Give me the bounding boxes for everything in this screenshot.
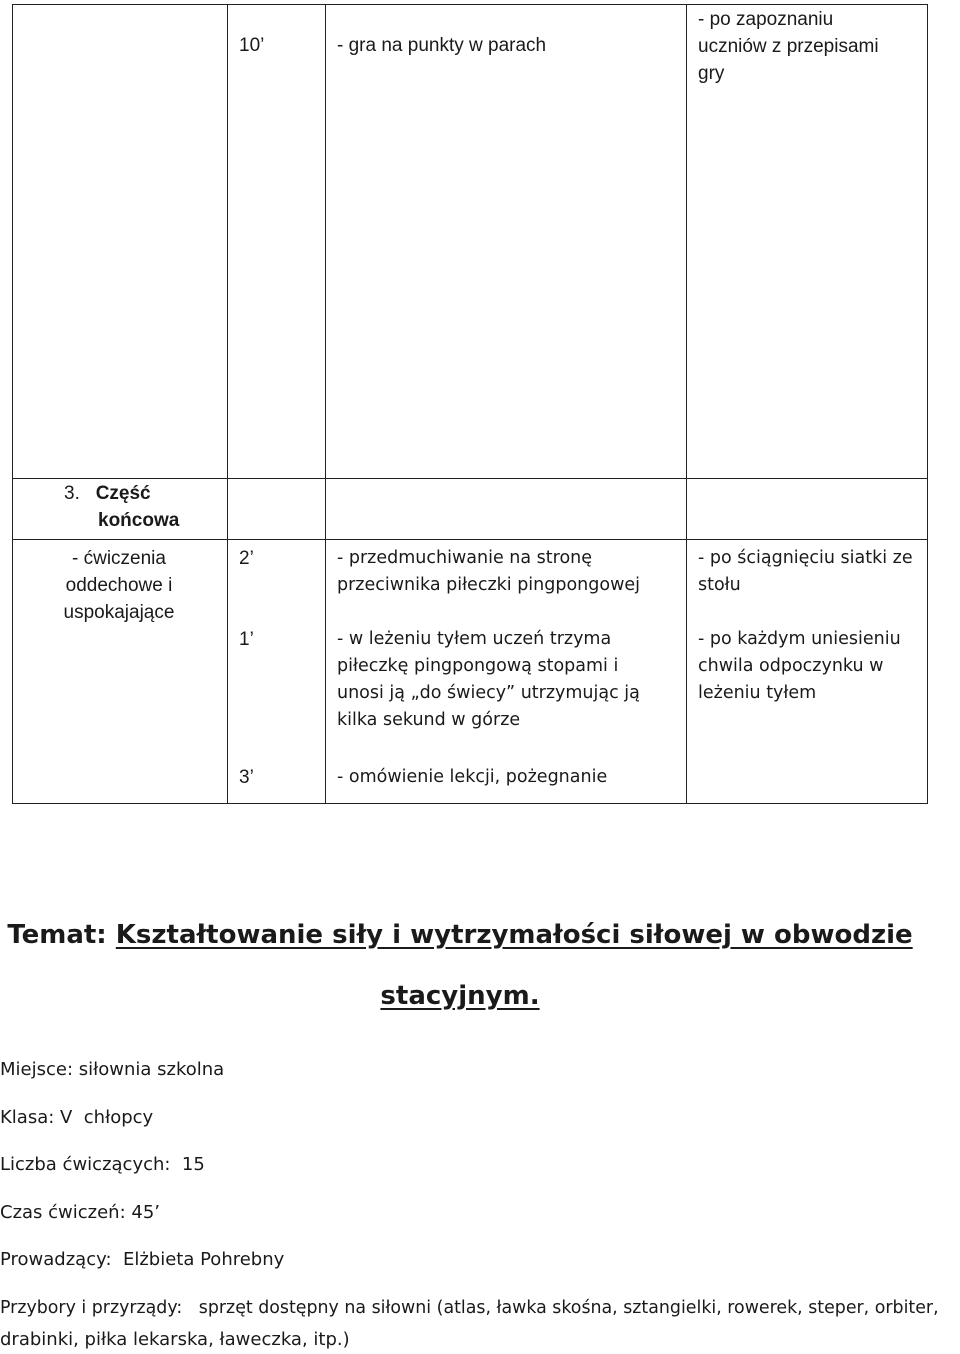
- equipment-text-cont: drabinki, piłka lekarska, ławeczka, itp.): [0, 1329, 350, 1350]
- final-activity-1: [337, 545, 640, 599]
- final-notes-1: [698, 545, 913, 599]
- final-activity-2: [337, 626, 640, 734]
- time-text: Czas ćwiczeń: 45’: [0, 1202, 161, 1223]
- lesson-teacher: [0, 1248, 284, 1272]
- final-time-2: 1’: [239, 629, 254, 650]
- activity-line: - w leżeniu tyłem uczeń trzyma: [337, 629, 612, 649]
- activity-line: piłeczkę pingpongową stopami i: [337, 656, 619, 676]
- count-text: Liczba ćwiczących: 15: [0, 1154, 205, 1175]
- lesson-time: [0, 1201, 160, 1225]
- notes-line: - po każdym uniesieniu: [698, 629, 901, 649]
- lesson-topic-line1: [0, 920, 920, 950]
- topic-label: Temat:: [7, 920, 107, 950]
- table-border-right: [927, 4, 928, 804]
- name-line: uspokajające: [63, 602, 175, 623]
- final-time-1: 2’: [239, 548, 254, 569]
- table-row-divider: [12, 478, 928, 479]
- notes-line: - po ściągnięciu siatki ze: [698, 548, 913, 568]
- table-border-top: [12, 4, 928, 5]
- section-header: [64, 480, 179, 534]
- table-row-divider: [12, 539, 928, 540]
- activity-line: przeciwnika piłeczki pingpongowej: [337, 575, 641, 595]
- activity-line: unosi ją „do świecy” utrzymując ją: [337, 683, 640, 703]
- notes-line: leżeniu tyłem: [698, 683, 817, 703]
- final-notes-2: [698, 626, 901, 707]
- notes-line: uczniów z przepisami: [698, 36, 879, 57]
- section-title-cont: końcowa: [98, 510, 180, 531]
- table-column-divider: [227, 4, 228, 804]
- notes-line: chwila odpoczynku w: [698, 656, 884, 676]
- topic-text: Kształtowanie siły i wytrzymałości siłowej w obwodzie: [115, 920, 913, 950]
- section-title: Część: [95, 483, 151, 504]
- lesson-place: [0, 1058, 224, 1082]
- place-text: Miejsce: siłownia szkolna: [0, 1059, 225, 1080]
- teacher-text: Prowadzący: Elżbieta Pohrebny: [0, 1249, 285, 1270]
- equipment-text: Przybory i przyrządy: sprzęt dostępny na siłowni (atlas, ławka skośna, sztangielki, rowerek, steper, orbiter,: [0, 1298, 939, 1318]
- final-activity-3: - omówienie lekcji, pożegnanie: [337, 767, 608, 787]
- notes-line: - po zapoznaniu: [698, 9, 834, 30]
- name-line: - ćwiczenia: [72, 548, 166, 569]
- activity-line: - przedmuchiwanie na stronę: [337, 548, 593, 568]
- final-time-3: 3’: [239, 767, 254, 788]
- notes-line: stołu: [698, 575, 741, 595]
- game-time: 10’: [239, 35, 265, 56]
- lesson-table: [12, 4, 928, 804]
- final-exercise-name: [16, 545, 222, 626]
- lesson-count: [0, 1153, 205, 1177]
- lesson-class: [0, 1106, 153, 1130]
- table-border-bottom: [12, 803, 928, 804]
- lesson-topic-line2: [0, 981, 920, 1011]
- game-notes: [698, 6, 879, 87]
- table-column-divider: [325, 4, 326, 804]
- table-border-left: [12, 4, 13, 804]
- notes-line: gry: [698, 63, 725, 84]
- lesson-equipment-line2: [0, 1328, 350, 1352]
- class-text: Klasa: V chłopcy: [0, 1107, 154, 1128]
- table-column-divider: [686, 4, 687, 804]
- section-number: 3.: [64, 483, 80, 504]
- name-line: oddechowe i: [65, 575, 173, 596]
- lesson-equipment-line1: [0, 1296, 939, 1320]
- topic-text-cont: stacyjnym.: [380, 981, 540, 1011]
- activity-line: kilka sekund w górze: [337, 710, 521, 730]
- game-activity: - gra na punkty w parach: [337, 35, 547, 56]
